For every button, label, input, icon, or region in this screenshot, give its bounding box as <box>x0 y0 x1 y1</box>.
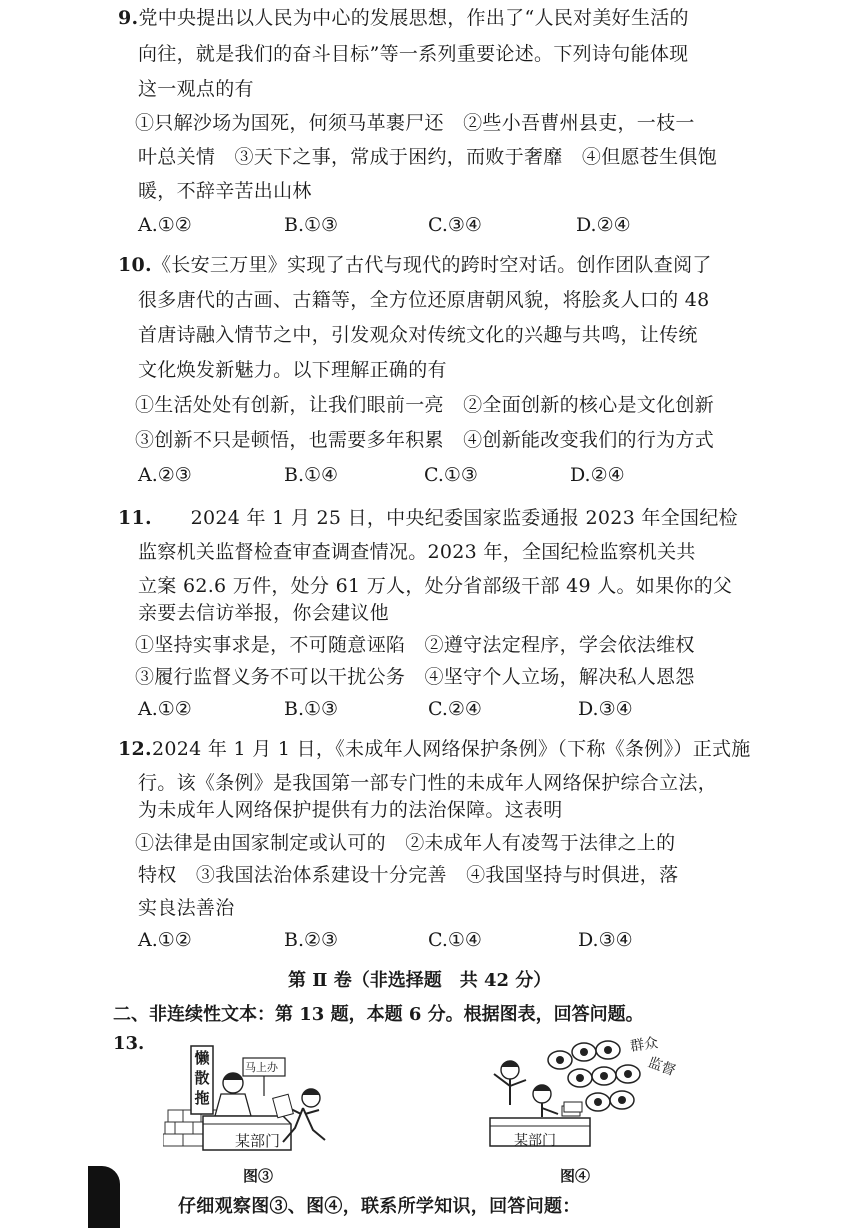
banner-text-2: 监督 <box>645 1054 678 1080</box>
options-row <box>138 697 738 721</box>
question-line: ③创新不只是顿悟，也需要多年积累 ④创新能改变我们的行为方式 <box>135 429 715 451</box>
question-line: 12.2024 年 1 月 1 日，《未成年人网络保护条例》（下称《条例》）正式施 <box>118 738 751 760</box>
question-number: 10. <box>118 254 152 276</box>
figure-3-caption: 图③ <box>243 1167 274 1185</box>
instruction-text: 仔细观察图③、图④，联系所学知识，回答问题： <box>178 1196 581 1217</box>
option-d[interactable]: D.③④ <box>578 929 633 951</box>
question-line: 9.党中央提出以人民为中心的发展思想，作出了“人民对美好生活的 <box>118 7 689 29</box>
question-number: 12. <box>118 738 152 760</box>
options-row <box>138 928 738 952</box>
question-line: 特权 ③我国法治体系建设十分完善 ④我国坚持与时俱进，落 <box>138 864 679 886</box>
question-number: 11. <box>118 507 152 529</box>
question-line: ①坚持实事求是，不可随意诬陷 ②遵守法定程序，学会依法维权 <box>135 634 695 656</box>
question-line: 10.《长安三万里》实现了古代与现代的跨时空对话。创作团队查阅了 <box>118 254 712 276</box>
question-line: 向往，就是我们的奋斗目标”等一系列重要论述。下列诗句能体现 <box>138 43 689 65</box>
desk-label: 某部门 <box>235 1132 281 1150</box>
question-line: 暖，不辞辛苦出山林 <box>138 180 312 202</box>
question-number: 9. <box>118 7 139 29</box>
option-a[interactable]: A.①② <box>138 698 192 720</box>
question-line: 为未成年人网络保护提供有力的法治保障。这表明 <box>138 799 563 821</box>
question-line: 实良法善治 <box>138 897 235 919</box>
question-13-number: 13. <box>113 1033 145 1054</box>
section-heading: 二、非连续性文本：第 13 题，本题 6 分。根据图表，回答问题。 <box>113 1004 644 1025</box>
question-line: ①只解沙场为国死，何须马革裹尸还 ②些小吾曹州县吏，一枝一 <box>135 112 695 134</box>
section-title: 第 Ⅱ 卷（非选择题 共 42 分） <box>288 970 552 991</box>
option-a[interactable]: A.②③ <box>138 464 192 486</box>
desk-label: 某部门 <box>514 1133 556 1149</box>
banner-text: 群众 <box>629 1035 660 1055</box>
sign-text: 马上办 <box>245 1061 278 1074</box>
option-a[interactable]: A.①② <box>138 214 192 236</box>
figure-4-cartoon <box>480 1030 680 1160</box>
option-b[interactable]: B.①③ <box>284 698 339 720</box>
question-line: 监察机关监督检查审查调查情况。2023 年，全国纪检监察机关共 <box>138 541 696 563</box>
option-d[interactable]: D.③④ <box>578 698 633 720</box>
question-line: 叶总关情 ③天下之事，常成于困约，而败于奢靡 ④但愿苍生俱饱 <box>138 146 718 168</box>
question-line: ①法律是由国家制定或认可的 ②未成年人有凌驾于法律之上的 <box>135 832 676 854</box>
question-line: ③履行监督义务不可以干扰公务 ④坚守个人立场，解决私人恩怨 <box>135 666 695 688</box>
option-c[interactable]: C.③④ <box>428 214 482 236</box>
question-line: 很多唐代的古画、古籍等，全方位还原唐朝风貌，将脍炙人口的 48 <box>138 289 710 311</box>
figure-4-caption: 图④ <box>560 1167 591 1185</box>
pillar-text: 懒 散 拖 <box>194 1049 210 1107</box>
question-line: 首唐诗融入情节之中，引发观众对传统文化的兴趣与共鸣，让传统 <box>138 324 698 346</box>
option-c[interactable]: C.①③ <box>424 464 478 486</box>
options-row <box>138 463 738 487</box>
question-line: 这一观点的有 <box>138 78 254 100</box>
options-row <box>138 213 738 237</box>
question-line: 文化焕发新魅力。以下理解正确的有 <box>138 359 447 381</box>
option-c[interactable]: C.①④ <box>428 929 482 951</box>
option-b[interactable]: B.②③ <box>284 929 339 951</box>
option-d[interactable]: D.②④ <box>570 464 625 486</box>
option-a[interactable]: A.①② <box>138 929 192 951</box>
question-line: 行。该《条例》是我国第一部专门性的未成年人网络保护综合立法， <box>138 772 718 794</box>
option-d[interactable]: D.②④ <box>576 214 631 236</box>
question-line: ①生活处处有创新，让我们眼前一亮 ②全面创新的核心是文化创新 <box>135 394 715 416</box>
figure-3-cartoon <box>163 1038 338 1160</box>
option-c[interactable]: C.②④ <box>428 698 482 720</box>
option-b[interactable]: B.①④ <box>284 464 339 486</box>
question-line: 11. 2024 年 1 月 25 日，中央纪委国家监委通报 2023 年全国纪检 <box>118 507 738 529</box>
page-corner-tab <box>88 1166 120 1228</box>
question-line: 立案 62.6 万件，处分 61 万人，处分省部级干部 49 人。如果你的父 <box>138 575 733 597</box>
option-b[interactable]: B.①③ <box>284 214 339 236</box>
question-line: 亲要去信访举报，你会建议他 <box>138 602 389 624</box>
